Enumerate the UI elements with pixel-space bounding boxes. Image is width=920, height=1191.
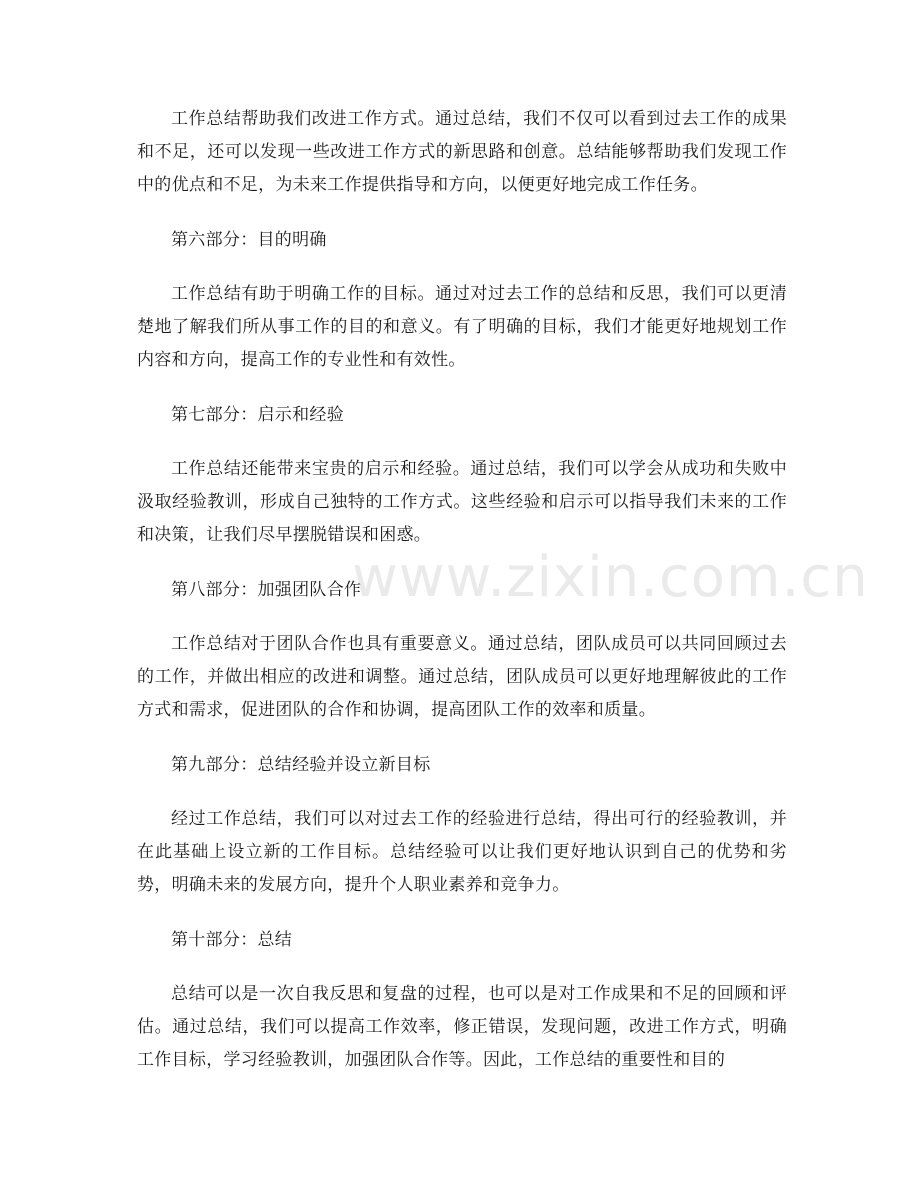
heading-part-10: 第十部分：总结 [171,930,293,950]
heading-part-6: 第六部分：目的明确 [171,230,327,250]
paragraph-new-goals: 经过工作总结，我们可以对过去工作的经验进行总结，得出可行的经验教训，并在此基础上设立新的工作目标。总结经验可以让我们更好地认识到自己的优势和劣势，明确未来的发展方向，提升个人职业素养和竞争力。 [137,809,787,895]
paragraph-summary: 总结可以是一次自我反思和复盘的过程，也可以是对工作成果和不足的回顾和评估。通过总结，我们可以提高工作效率，修正错误，发现问题，改进工作方式，明确工作目标，学习经验教训，加强团队合作等。因此，工作总结的重要性和目的 [137,984,787,1070]
paragraph-insight-experience: 工作总结还能带来宝贵的启示和经验。通过总结，我们可以学会从成功和失败中汲取经验教训，形成自己独特的工作方式。这些经验和启示可以指导我们未来的工作和决策，让我们尽早摆脱错误和困惑。 [137,459,787,545]
heading-part-8: 第八部分：加强团队合作 [171,580,362,600]
document-body [137,103,787,1077]
paragraph-teamwork: 工作总结对于团队合作也具有重要意义。通过总结，团队成员可以共同回顾过去的工作，并做出相应的改进和调整。通过总结，团队成员可以更好地理解彼此的工作方式和需求，促进团队的合作和协调，提高团队工作的效率和质量。 [137,634,787,720]
heading-part-7: 第七部分：启示和经验 [171,405,344,425]
heading-part-9: 第九部分：总结经验并设立新目标 [171,755,431,775]
watermark-text: www.zixin.com.cn [352,545,869,610]
paragraph-work-method: 工作总结帮助我们改进工作方式。通过总结，我们不仅可以看到过去工作的成果和不足，还可以发现一些改进工作方式的新思路和创意。总结能够帮助我们发现工作中的优点和不足，为未来工作提供指导和方向，以便更好地完成工作任务。 [137,109,787,195]
paragraph-clear-goal: 工作总结有助于明确工作的目标。通过对过去工作的总结和反思，我们可以更清楚地了解我们所从事工作的目的和意义。有了明确的目标，我们才能更好地规划工作内容和方向，提高工作的专业性和有效性。 [137,284,787,370]
